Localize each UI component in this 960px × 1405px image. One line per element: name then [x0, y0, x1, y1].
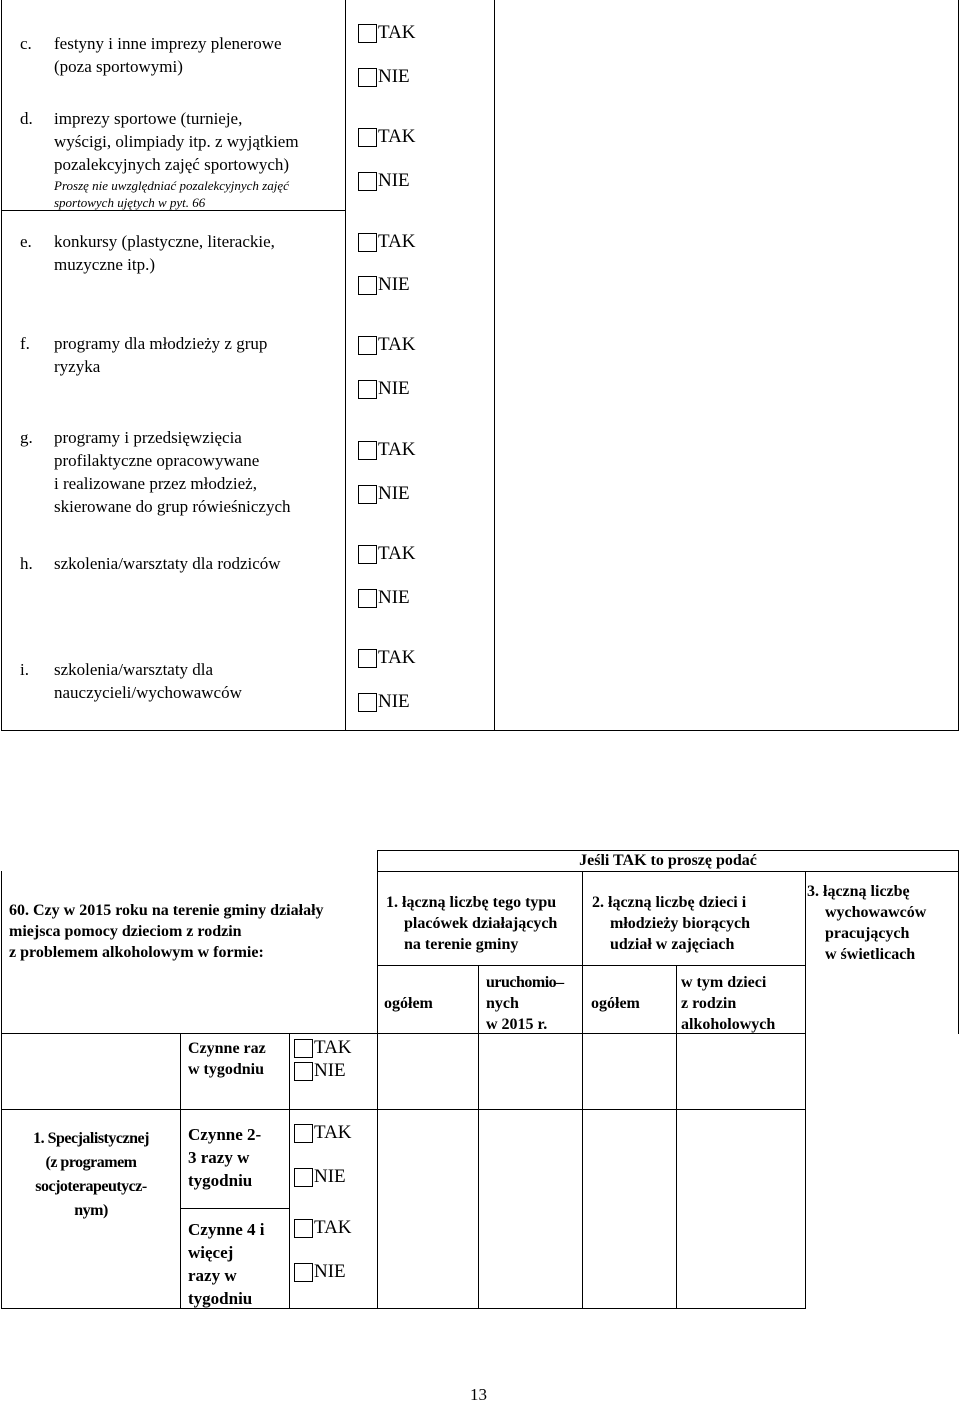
- col3-header: 3. łączną liczbę: [807, 883, 910, 900]
- tak-checkbox[interactable]: [358, 22, 416, 44]
- nie-checkbox[interactable]: [358, 66, 410, 88]
- option-label: NIE: [314, 1261, 346, 1282]
- q60-question: z problemem alkoholowym w formie:: [9, 944, 264, 961]
- option-label: TAK: [378, 439, 416, 460]
- checkbox-square-icon: [294, 1124, 313, 1143]
- tak-checkbox[interactable]: [294, 1217, 352, 1239]
- option-label: TAK: [378, 231, 416, 252]
- checkbox-square-icon: [358, 485, 377, 504]
- option-label: NIE: [378, 587, 410, 608]
- subheader-ogolem: ogółem: [591, 995, 640, 1012]
- item-text: skierowane do grup rówieśniczych: [54, 497, 291, 516]
- option-label: TAK: [378, 22, 416, 43]
- option-label: TAK: [314, 1217, 352, 1238]
- tak-checkbox[interactable]: [358, 647, 416, 669]
- freq-label: razy w: [188, 1266, 237, 1285]
- checkbox-square-icon: [358, 172, 377, 191]
- subheader-uruchomionych: uruchomio–: [486, 974, 564, 991]
- checkbox-square-icon: [358, 545, 377, 564]
- checkbox-square-icon: [358, 128, 377, 147]
- subheader-w-tym: z rodzin: [681, 995, 737, 1012]
- item-letter: e.: [20, 232, 32, 251]
- item-text: szkolenia/warsztaty dla: [54, 660, 214, 679]
- checkbox-square-icon: [358, 24, 377, 43]
- item-note: sportowych ujętych w pyt. 66: [54, 195, 206, 210]
- checkbox-square-icon: [358, 649, 377, 668]
- item-letter: d.: [20, 109, 33, 128]
- item-text: nauczycieli/wychowawców: [54, 683, 242, 702]
- subheader-w-tym: w tym dzieci: [681, 974, 767, 991]
- tak-checkbox[interactable]: [358, 543, 416, 565]
- item-letter: c.: [20, 34, 32, 53]
- option-label: NIE: [314, 1060, 346, 1081]
- item-text: festyny i inne imprezy plenerowe: [54, 34, 282, 53]
- page-number: 13: [470, 1385, 487, 1404]
- item-letter: h.: [20, 554, 33, 573]
- freq-label: tygodniu: [188, 1171, 253, 1190]
- col2-header: udział w zajęciach: [610, 936, 735, 953]
- nie-checkbox[interactable]: [358, 587, 410, 609]
- option-label: TAK: [378, 647, 416, 668]
- nie-checkbox[interactable]: [294, 1261, 346, 1283]
- row-label: nym): [74, 1202, 108, 1219]
- checkbox-square-icon: [294, 1039, 313, 1058]
- item-text: programy dla młodzieży z grup: [54, 334, 268, 353]
- tak-checkbox[interactable]: [294, 1122, 352, 1144]
- item-text: konkursy (plastyczne, literackie,: [54, 232, 275, 251]
- col2-header: młodzieży biorących: [610, 915, 750, 932]
- subheader-uruchomionych: w 2015 r.: [486, 1016, 548, 1033]
- option-label: NIE: [378, 274, 410, 295]
- option-label: TAK: [378, 334, 416, 355]
- option-label: NIE: [378, 378, 410, 399]
- item-letter: g.: [20, 428, 33, 447]
- freq-label: Czynne 2-: [188, 1125, 262, 1144]
- nie-checkbox[interactable]: [358, 691, 410, 713]
- option-label: TAK: [314, 1122, 352, 1143]
- checkbox-square-icon: [294, 1219, 313, 1238]
- item-text: szkolenia/warsztaty dla rodziców: [54, 554, 281, 573]
- freq-label: w tygodniu: [188, 1061, 265, 1078]
- tak-checkbox[interactable]: [358, 231, 416, 253]
- col2-header: 2. łączną liczbę dzieci i: [592, 894, 747, 911]
- checkbox-square-icon: [358, 693, 377, 712]
- item-letter: f.: [20, 334, 30, 353]
- row-label: (z programem: [45, 1154, 137, 1171]
- item-letter: i.: [20, 660, 29, 679]
- checkbox-square-icon: [358, 233, 377, 252]
- item-text: (poza sportowymi): [54, 57, 183, 76]
- option-label: TAK: [378, 543, 416, 564]
- nie-checkbox[interactable]: [294, 1060, 346, 1082]
- row-label: socjoterapeutycz-: [35, 1178, 147, 1195]
- nie-checkbox[interactable]: [358, 170, 410, 192]
- freq-label: 3 razy w: [188, 1148, 250, 1167]
- option-label: NIE: [378, 483, 410, 504]
- checkbox-square-icon: [358, 589, 377, 608]
- item-text: pozalekcyjnych zajęć sportowych): [54, 155, 290, 174]
- item-text: wyścigi, olimpiady itp. z wyjątkiem: [54, 132, 299, 151]
- checkbox-square-icon: [358, 380, 377, 399]
- tak-checkbox[interactable]: [294, 1037, 352, 1059]
- item-text: muzyczne itp.): [54, 255, 156, 274]
- checkbox-square-icon: [358, 68, 377, 87]
- option-label: NIE: [378, 66, 410, 87]
- option-label: TAK: [378, 126, 416, 147]
- item-text: ryzyka: [54, 357, 101, 376]
- option-label: NIE: [314, 1166, 346, 1187]
- freq-label: więcej: [188, 1243, 234, 1262]
- col1-header: placówek działających: [404, 915, 558, 932]
- q60-question: 60. Czy w 2015 roku na terenie gminy działały: [9, 902, 324, 919]
- nie-checkbox[interactable]: [358, 483, 410, 505]
- freq-label: Czynne 4 i: [188, 1220, 265, 1239]
- nie-checkbox[interactable]: [358, 274, 410, 296]
- item-note: Proszę nie uwzględniać pozalekcyjnych zajęć: [54, 178, 289, 193]
- nie-checkbox[interactable]: [358, 378, 410, 400]
- subheader-uruchomionych: nych: [486, 995, 519, 1012]
- subheader-ogolem: ogółem: [384, 995, 433, 1012]
- q60-question: miejsca pomocy dzieciom z rodzin: [9, 923, 242, 940]
- option-label: NIE: [378, 691, 410, 712]
- col3-header: w świetlicach: [825, 946, 916, 963]
- col1-header: na terenie gminy: [404, 936, 519, 953]
- row-label: 1. Specjalistycznej: [33, 1130, 149, 1147]
- checkbox-square-icon: [294, 1062, 313, 1081]
- checkbox-square-icon: [294, 1263, 313, 1282]
- freq-label: tygodniu: [188, 1289, 253, 1308]
- item-text: profilaktyczne opracowywane: [54, 451, 260, 470]
- freq-label: Czynne raz: [188, 1040, 266, 1057]
- checkbox-square-icon: [358, 441, 377, 460]
- nie-checkbox[interactable]: [294, 1166, 346, 1188]
- item-text: i realizowane przez młodzież,: [54, 474, 257, 493]
- tak-checkbox[interactable]: [358, 439, 416, 461]
- item-text: imprezy sportowe (turnieje,: [54, 109, 243, 128]
- q60-header: Jeśli TAK to proszę podać: [579, 852, 757, 869]
- item-text: programy i przedsięwzięcia: [54, 428, 242, 447]
- subheader-w-tym: alkoholowych: [681, 1016, 776, 1033]
- col3-header: wychowawców: [825, 904, 927, 921]
- tak-checkbox[interactable]: [358, 126, 416, 148]
- option-label: NIE: [378, 170, 410, 191]
- checkbox-square-icon: [358, 336, 377, 355]
- col3-header: pracujących: [825, 925, 910, 942]
- checkbox-square-icon: [358, 276, 377, 295]
- checkbox-square-icon: [294, 1168, 313, 1187]
- col1-header: 1. łączną liczbę tego typu: [386, 894, 557, 911]
- tak-checkbox[interactable]: [358, 334, 416, 356]
- option-label: TAK: [314, 1037, 352, 1058]
